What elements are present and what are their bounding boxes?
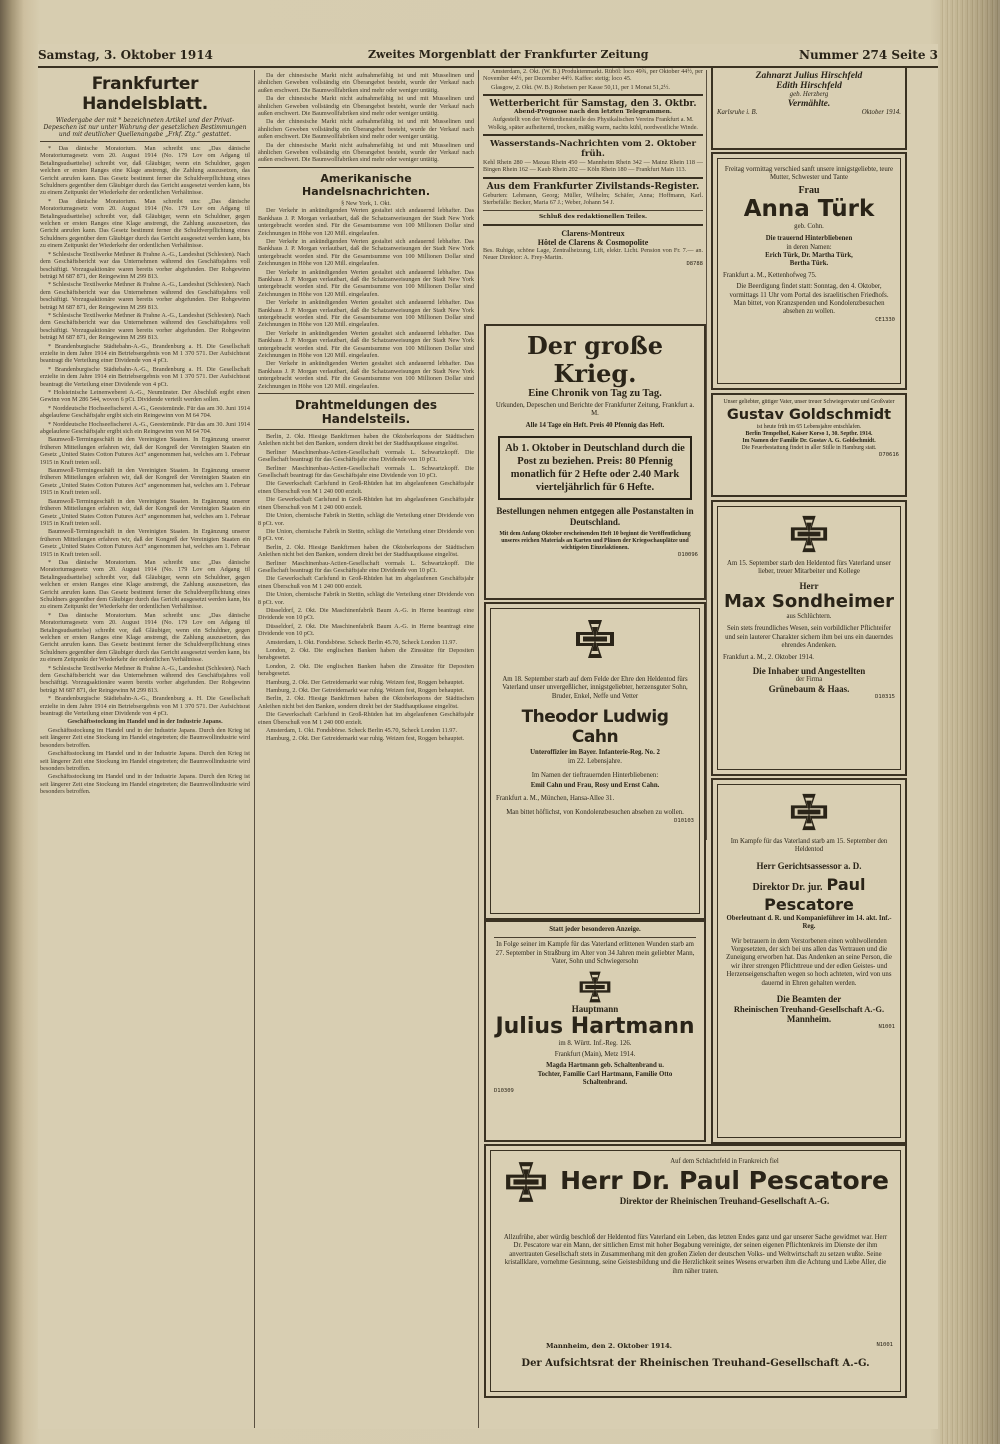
- pescatore-code: N1001: [878, 1024, 895, 1031]
- article: * Das dänische Moratorium. Man schreibt uns: „Das dänische Moratoriumsgesetz vom 20. August 1914 (No. 179 Lov om Adgang til Betalingsudsættelse) schreibt vor, daß Gläubiger, wenn ein Schuldner, gegen welchen er ersten Ranges eine Klage anstrengt, die Zahlung auszusetzen, das Gericht anrufen kann. Das Gesetz bestimmt ferner die Schuldverpflichtung eines Schuldners gegenüber dem Gläubiger durch das Gericht ausgesetzt werden kann, bis zu einem Zeitpunkt der Wiederkehr der ordentlichen Verhältnisse.: [40, 611, 250, 664]
- sondheimer-herr: Herr: [799, 580, 819, 591]
- pescatore-staff-obituary: [711, 778, 907, 1144]
- iron-cross-icon: [789, 514, 829, 554]
- hartmann-unit: im 8. Württ. Inf.-Reg. 126.: [558, 1039, 632, 1047]
- board-code: N1001: [876, 1342, 893, 1348]
- article: Baumwoll-Termingeschäft in den Vereinigten Staaten. In Ergänzung unserer früheren Mitteilungen erfahren wir, daß der Kongreß der Vereinigten Staaten ein Gesetz „United States Cotton Futures Act“ angenommen hat, welches am 1. Februar 1915 in Kraft treten soll.: [40, 467, 250, 497]
- wire-item: Berlin, 2. Okt. Hiesige Bankfirmen haben die Oktoberkupons der Städtischen Anleihen nicht bei den Banken, sondern direkt bei der Stadthauptkasse eingelöst.: [258, 695, 474, 710]
- editorial-end: Schluß des redaktionellen Teiles.: [538, 213, 648, 220]
- goldschmidt-intro: Unser geliebter, gütiger Vater, unser treuer Schwiegervater und Großvater: [723, 399, 895, 405]
- article: * Das dänische Moratorium. Man schreibt uns: „Das dänische Moratoriumsgesetz vom 20. August 1914 (No. 179 Lov om Adgang til Betalingsudsættelse) schreibt vor, daß Gläubiger, wenn ein Schuldner, gegen welchen er ersten Ranges eine Klage anstrengt, die Zahlung auszusetzen, das Gericht anrufen kann. Das Gesetz bestimmt ferner die Schuldverpflichtung eines Schuldners gegenüber dem Gläubiger durch das Gericht ausgesetzt werden kann, bis zu einem Zeitpunkt der Wiederkehr der ordentlichen Verhältnisse.: [40, 145, 250, 197]
- tuerk-frau: Frau: [798, 184, 820, 196]
- goldschmidt-obituary: [711, 393, 907, 497]
- handelsblatt-articles: [40, 145, 250, 796]
- clarens-title: Clarens-Montreux: [561, 228, 625, 238]
- clarens-hotel: Hôtel de Clarens & Cosmopolite: [537, 237, 649, 247]
- article-heading: Geschäftsstockung im Handel und in der Industrie Japans.: [67, 718, 223, 726]
- sondheimer-place: Frankfurt a. M., 2. Oktober 1914.: [723, 654, 814, 662]
- hartmann-name: Julius Hartmann: [495, 1013, 695, 1039]
- wire-item: Hamburg, 2. Okt. Der Getreidemarkt war ruhig. Weizen fest, Roggen behauptet.: [266, 687, 465, 695]
- goldschmidt-funeral: Die Feuerbestattung findet in aller Stille in Hamburg statt.: [741, 445, 877, 451]
- tuerk-born: geb. Cohn.: [794, 222, 824, 230]
- hartmann-intro: In Folge seiner im Kampfe für das Vaterland erlittenen Wunden starb am 27. September in Straßburg im Alter von 34 Jahren mein geliebter Mann, Vater, Sohn und Schwiegersohn: [495, 941, 695, 966]
- pescatore-text: Wir betrauern in dem Verstorbenen einen wohlwollenden Vorgesetzten, der sich bei uns allen das Vertrauen und die Zuneigung erworben hat. Das Andenken an seine Person, die wir ihrer strengen Pflichttreue und der edlen Geistes- und Herzenseigenschaften wegen so hoch achteten, wird von uns dauernd in Ehren gehalten werden.: [726, 937, 892, 987]
- wire-item: Amsterdam, 1. Okt. Fondsbörse. Scheck Berlin 45.70, Scheck London 11.97.: [266, 727, 458, 735]
- pescatore-intro: Im Kampfe für das Vaterland starb am 15. September den Heldentod: [730, 838, 888, 854]
- masthead-issue: Nummer 274 Seite 3: [798, 48, 938, 62]
- hartmann-place: Frankfurt (Main), Metz 1914.: [554, 1051, 636, 1059]
- krieg-title: Der große Krieg.: [526, 331, 664, 388]
- water-text: Kehl Rhein 280 — Maxau Rhein 450 — Mannheim Rhein 342 — Mainz Rhein 118 — Bingen Rhein 162 — Kaub Rhein 202 — Köln Rhein 180 — Frankfurt Main 113.: [483, 159, 703, 174]
- page-masthead: [38, 46, 938, 68]
- krieg-code: D10096: [678, 552, 698, 559]
- article: * Brandenburgische Städtebahn-A.-G., Brandenburg a. H. Die Gesellschaft erzielte in dem Jahre 1914 ein Betriebsergebnis von M 1 370 571. Der Aufsichtsrat beantragt die Verteilung einer Dividende von 4 pCt.: [40, 342, 250, 365]
- wire-item: London, 2. Okt. Die englischen Banken haben die Zinssätze für Depositen herabgesetzt.: [258, 647, 474, 662]
- krieg-orders: Bestellungen nehmen entgegen alle Postanstalten in Deutschland.: [496, 506, 694, 528]
- cahn-age: im 22. Lebensjahre.: [568, 757, 622, 765]
- cahn-place: Frankfurt a. M., München, Hansa-Allee 31.: [496, 794, 615, 802]
- sondheimer-code: D10315: [875, 694, 895, 701]
- hirschfeld-date: Oktober 1914.: [861, 109, 901, 117]
- sondheimer-sign1: Die Inhaber und Angestellten: [752, 665, 866, 676]
- wire-item: Die Gewerkschaft Carlsfund in Groß-Rhüden hat im abgelaufenen Geschäftsjahr einen Überschuß von M 1 240 000 erzielt.: [258, 711, 474, 726]
- article: Baumwoll-Termingeschäft in den Vereinigten Staaten. In Ergänzung unserer früheren Mitteilungen erfahren wir, daß der Kongreß der Vereinigten Staaten ein Gesetz „United States Cotton Futures Act“ angenommen hat, welches am 1. Februar 1915 in Kraft treten soll.: [40, 497, 250, 527]
- american-dateline: § New York, 1. Okt.: [341, 199, 391, 207]
- wire-item: Berliner Maschinenbau-Actien-Gesellschaft vormals L. Schwartzkopff. Die Gesellschaft beantragt für das Geschäftsjahr eine Dividende von 10 pCt.: [258, 559, 474, 574]
- iron-cross-icon: [789, 792, 829, 832]
- cahn-rank: Unteroffizier im Bayer. Infanterie-Reg. No. 2: [530, 749, 660, 757]
- wire-item: Die Union, chemische Fabrik in Stettin, schlägt die Verteilung einer Dividende von 8 pCt. vor.: [258, 591, 474, 606]
- american-text: Der Verkehr in ankündigenden Werten gestaltet sich andauernd lebhafter. Das Bankhaus J. P. Morgan verlautbart, daß die Schatzanweisungen der Stadt New York untergebracht worden sind. Für die Gesamtsumme von 100 Millionen Dollar sind Zeichnungen in Höhe von 120 Mill. eingelaufen.: [258, 329, 474, 359]
- sondheimer-from: aus Schlüchtern.: [786, 612, 832, 620]
- clarens-text: Bes. Ruhige, schöne Lage, Zentralheizung, Lift, elektr. Licht. Pension von Fr. 7.— an. Neuer Direktor: A. Frey-Martin.: [483, 246, 703, 262]
- hirschfeld-bride: Edith Hirschfeld: [776, 81, 842, 91]
- goldschmidt-name: Gustav Goldschmidt: [726, 407, 892, 423]
- tuerk-mourners: Erich Türk, Dr. Martha Türk, Bertha Türk.: [765, 252, 853, 268]
- hirschfeld-born: geb. Herzberg: [789, 91, 829, 98]
- article: Geschäftsstockung im Handel und in der Industrie Japans. Durch den Krieg ist seit längerer Zeit eine Stockung im Handel eingetreten; die Baumwollindustrie wird besonders betroffen.: [40, 773, 250, 796]
- intro-text: Da der chinesische Markt nicht aufnahmefähig ist und mit Musselinen und ähnlichen Geweben vollständig ein Überangebot besteht, wurde der Verkauf nach außen erschwert. Die Baumwollfabriken sind mehr oder weniger untätig.: [258, 118, 474, 141]
- cahn-intro: Am 18. September starb auf dem Felde der Ehre den Heldentod fürs Vaterland unser unvergeßlicher, innigstgeliebter, herzensguter Sohn, Bruder, Enkel, Neffe und Vetter: [502, 676, 688, 700]
- goldschmidt-sign: Im Namen der Familie Dr. Gustav A. G. Goldschmidt.: [742, 438, 876, 444]
- tuerk-code: CE1330: [875, 316, 895, 323]
- krieg-subtitle: Eine Chronik von Tag zu Tag.: [528, 388, 662, 399]
- wire-item: Berlin, 2. Okt. Hiesige Bankfirmen haben die Oktoberkupons der Städtischen Anleihen nicht bei den Banken, sondern direkt bei der Stadthauptkasse eingelöst.: [258, 543, 474, 559]
- wire-item: Berliner Maschinenbau-Actien-Gesellschaft vormals L. Schwartzkopff. Die Gesellschaft beantragt für das Geschäftsjahr eine Dividende von 10 pCt.: [258, 464, 474, 480]
- wire-item: Hamburg, 2. Okt. Der Getreidemarkt war ruhig. Weizen fest, Roggen behauptet.: [266, 735, 465, 743]
- pescatore-name-prefix: Direktor Dr. jur.: [752, 881, 823, 893]
- sondheimer-sign3: Grünebaum & Haas.: [768, 684, 850, 695]
- page-edge: [940, 0, 1000, 1444]
- american-text: Der Verkehr in ankündigenden Werten gestaltet sich andauernd lebhafter. Das Bankhaus J. P. Morgan verlautbart, daß die Schatzanweisungen der Stadt New York untergebracht worden sind. Für die Gesamtsumme von 100 Millionen Dollar sind Zeichnungen in Höhe von 120 Mill. eingelaufen.: [258, 360, 474, 390]
- board-name: Herr Dr. Paul Pescatore: [560, 1166, 889, 1196]
- pescatore-sign2: Rheinischen Treuhand-Gesellschaft A.-G.: [733, 1004, 885, 1015]
- goldschmidt-code: D70616: [879, 452, 899, 458]
- goldschmidt-text: ist heute früh im 65 Lebensjahre entschlafen.: [756, 424, 862, 430]
- sondheimer-text: Sein stets freundliches Wesen, sein vorbildlicher Pflichteifer und sein lauterer Charakter sichern ihm bei uns ein dauerndes ehrendes Andenken.: [725, 625, 893, 650]
- article: Baumwoll-Termingeschäft in den Vereinigten Staaten. In Ergänzung unserer früheren Mitteilungen erfahren wir, daß der Kongreß der Vereinigten Staaten ein Gesetz „United States Cotton Futures Act“ angenommen hat, welches am 1. Februar 1915 in Kraft treten soll.: [40, 436, 250, 466]
- sondheimer-obituary: [711, 500, 907, 776]
- register-text: Geburten: Lehmann, Georg; Müller, Wilhelm; Schäfer, Anna; Hoffmann, Karl. Sterbefälle: Becker, Maria 67 J.; Weber, Johann 54 J.: [483, 191, 703, 207]
- pescatore-rank: Oberleutnant d. R. und Kompanieführer im 14. akt. Inf.-Reg.: [726, 914, 892, 931]
- krieg-subscription-box: Ab 1. Oktober in Deutschland durch die Post zu beziehen. Preis: 80 Pfennig monatlich für 2 Hefte oder 2.40 Mark vierteljährlich für 6 Hefte.: [498, 436, 692, 500]
- wire-item: Berlin, 2. Okt. Hiesige Bankfirmen haben die Oktoberkupons der Städtischen Anleihen nicht bei den Banken, sondern direkt bei der Stadthauptkasse eingelöst.: [258, 433, 474, 448]
- hirschfeld-wedding-notice: [711, 66, 907, 150]
- article: * Schlesische Textilwerke Methner & Frahne A.-G., Landeshut (Schlesien). Nach dem Geschäftsbericht war das Unternehmen während des Geschäftsjahres voll beschäftigt. Vorzugsaktionäre waren bereits vorher abgefunden. Der Rohgewinn beträgt M 687 871, der Reingewinn M 299 813.: [40, 664, 250, 694]
- iron-cross-icon: [504, 1160, 548, 1204]
- wire-item: Düsseldorf, 2. Okt. Die Maschinenfabrik Baum A.-G. in Herne beantragt eine Dividende von 10 pCt.: [258, 622, 474, 638]
- amsterdam-report: Amsterdam, 2. Okt. (W. B.) Produktenmarkt. Rüböl: loco 49¾, per Oktober 44½, per November 44½, per Dezember 44½. Kaffee: stetig; loco 45.: [483, 68, 703, 83]
- register-heading: Aus dem Frankfurter Zivilstands-Register.: [486, 181, 700, 192]
- hartmann-code: D10309: [494, 1087, 514, 1094]
- article: * Brandenburgische Städtebahn-A.-G., Brandenburg a. H. Die Gesellschaft erzielte in dem Jahre 1914 ein Betriebsergebnis von M 1 370 571. Der Aufsichtsrat beantragt die Verteilung einer Dividende von 4 pCt.: [40, 695, 250, 718]
- hartmann-obituary: [484, 920, 706, 1142]
- tuerk-obituary: [711, 152, 907, 390]
- tuerk-intro: Freitag vormittag verschied sanft unsere innigstgeliebte, teure Mutter, Schwester und Tante: [724, 166, 894, 182]
- weather-heading: Wetterbericht für Samstag, den 3. Oktbr.: [489, 99, 697, 110]
- masthead-paper: Zweites Morgenblatt der Frankfurter Zeitung: [368, 48, 649, 61]
- american-news-heading: Amerikanische Handelsnachrichten.: [302, 171, 430, 198]
- column-rule: [478, 70, 479, 1428]
- wire-item: Die Gewerkschaft Carlsfund in Groß-Rhüden hat im abgelaufenen Geschäftsjahr einen Überschuß von M 1 240 000 erzielt.: [258, 575, 474, 590]
- article: Baumwoll-Termingeschäft in den Vereinigten Staaten. In Ergänzung unserer früheren Mitteilungen erfahren wir, daß der Kongreß der Vereinigten Staaten ein Gesetz „United States Cotton Futures Act“ angenommen hat, welches am 1. Februar 1915 in Kraft treten soll.: [40, 528, 250, 558]
- article: * Das dänische Moratorium. Man schreibt uns: „Das dänische Moratoriumsgesetz vom 20. August 1914 (No. 179 Lov om Adgang til Betalingsudsættelse) schreibt vor, daß Gläubiger, wenn ein Schuldner, gegen welchen er ersten Ranges eine Klage anstrengt, die Zahlung auszusetzen, das Gericht anrufen kann. Das Gesetz bestimmt ferner die Schuldverpflichtung eines Schuldners gegenüber dem Gläubiger durch das Gericht ausgesetzt werden kann, bis zu einem Zeitpunkt der Wiederkehr der ordentlichen Verhältnisse.: [40, 197, 250, 250]
- clarens-code: D8788: [686, 261, 703, 268]
- cahn-code: D10103: [674, 817, 694, 824]
- handelsblatt-subtitle: Wiedergabe der mit * bezeichneten Artikel und der Privat-Depeschen ist nur unter Wahrung der gesetzlichen Bestimmungen und mit deutlicher Quellenangabe „Frkf. Ztg.“ gestattet.: [43, 117, 247, 138]
- krieg-price: Alle 14 Tage ein Heft. Preis 40 Pfennig das Heft.: [525, 421, 665, 429]
- article: Geschäftsstockung im Handel und in der Industrie Japans. Durch den Krieg ist seit längerer Zeit eine Stockung im Handel eingetreten; die Baumwollindustrie wird besonders betroffen.: [40, 750, 250, 772]
- cahn-name: Theodor Ludwig Cahn: [521, 707, 669, 748]
- american-text: Der Verkehr in ankündigenden Werten gestaltet sich andauernd lebhafter. Das Bankhaus J. P. Morgan verlautbart, daß die Schatzanweisungen der Stadt New York untergebracht worden sind. Für die Gesamtsumme von 100 Millionen Dollar sind Zeichnungen in Höhe von 120 Mill. eingelaufen.: [258, 207, 474, 237]
- weather-subheading: Abend-Prognose nach den letzten Telegrammen.: [514, 109, 672, 116]
- wire-item: Die Union, chemische Fabrik in Stettin, schlägt die Verteilung einer Dividende von 8 pCt. vor.: [258, 512, 474, 527]
- board-text: Allzufrühe, aber würdig beschloß der Heldentod fürs Vaterland ein Leben, das letzten Endes ganz und gar unserer Sache gewidmet war. Herr Dr. Pescatore war ein Mann, der sittlichen Ernst mit hoher Begabung vereinigte, der seinen eigenen Pflichtenkreis im Dienste der ihm anvertrauten Gesellschaft stets in Zusammenhang mit den großen Zielen der deutschen Volks- und Weltwirtschaft zu setzen wußte. Seine kristallklare, vornehme Gesinnung, seine Geistesbildung und die Herzlichkeit seines Wesens erwarben ihm die Achtung und Liebe Aller, die ihm näher traten.: [503, 1234, 888, 1275]
- hirschfeld-groom: Zahnarzt Julius Hirschfeld: [755, 71, 863, 81]
- wire-item: Amsterdam, 1. Okt. Fondsbörse. Scheck Berlin 45.70, Scheck London 11.97.: [266, 638, 458, 646]
- pescatore-sign3: Mannheim.: [786, 1014, 832, 1025]
- wire-item: London, 2. Okt. Die englischen Banken haben die Zinssätze für Depositen herabgesetzt.: [258, 662, 474, 678]
- news-column: [258, 72, 474, 1427]
- tuerk-mourners-sub: in deren Namen:: [786, 243, 832, 251]
- masthead-date: Samstag, 3. Oktober 1914: [38, 48, 213, 62]
- wire-item: Die Gewerkschaft Carlsfund in Groß-Rhüden hat im abgelaufenen Geschäftsjahr einen Überschuß von M 1 240 000 erzielt.: [258, 480, 474, 495]
- article: * Brandenburgische Städtebahn-A.-G., Brandenburg a. H. Die Gesellschaft erzielte in dem Jahre 1914 ein Betriebsergebnis von M 1 370 571. Der Aufsichtsrat beantragt die Verteilung einer Dividende von 4 pCt.: [40, 365, 250, 388]
- article: * Schlesische Textilwerke Methner & Frahne A.-G., Landeshut (Schlesien). Nach dem Geschäftsbericht war das Unternehmen während des Geschäftsjahres voll beschäftigt. Vorzugsaktionäre waren bereits vorher abgefunden. Der Rohgewinn beträgt M 687 871, der Reingewinn M 299 813.: [40, 281, 250, 311]
- wire-item: Die Gewerkschaft Carlsfund in Groß-Rhüden hat im abgelaufenen Geschäftsjahr einen Überschuß von M 1 240 000 erzielt.: [258, 496, 474, 511]
- water-heading: Wasserstands-Nachrichten vom 2. Oktober früh.: [490, 139, 696, 160]
- column-rule: [706, 70, 707, 840]
- board-place: Mannheim, den 2. Oktober 1914.: [546, 1342, 673, 1350]
- intro-text: Da der chinesische Markt nicht aufnahmefähig ist und mit Musselinen und ähnlichen Geweben vollständig ein Überangebot besteht, wurde der Verkauf nach außen erschwert. Die Baumwollfabriken sind mehr oder weniger untätig.: [258, 95, 474, 118]
- hirschfeld-status: Vermählte.: [787, 99, 831, 110]
- pescatore-sign1: Die Beamten der: [776, 994, 842, 1005]
- tuerk-place: Frankfurt a. M., Kettenhofweg 75.: [723, 271, 817, 279]
- wire-item: Die Union, chemische Fabrik in Stettin, schlägt die Verteilung einer Dividende von 8 pCt. vor.: [258, 527, 474, 543]
- hartmann-rank: Hauptmann: [571, 1003, 619, 1014]
- cahn-mourners: Emil Cahn und Frau, Rosy und Ernst Cahn.: [530, 782, 660, 790]
- board-intro: Auf dem Schlachtfeld in Frankreich fiel: [670, 1158, 779, 1165]
- american-text: Der Verkehr in ankündigenden Werten gestaltet sich andauernd lebhafter. Das Bankhaus J. P. Morgan verlautbart, daß die Schatzanweisungen der Stadt New York untergebracht worden sind. Für die Gesamtsumme von 100 Millionen Dollar sind Zeichnungen in Höhe von 120 Mill. eingelaufen.: [258, 299, 474, 329]
- clarens-ad: [483, 229, 703, 268]
- iron-cross-icon: [574, 618, 616, 660]
- board-sign: Der Aufsichtsrat der Rheinischen Treuhand-Gesellschaft A.-G.: [521, 1358, 870, 1369]
- article: * Schlesische Textilwerke Methner & Frahne A.-G., Landeshut (Schlesien). Nach dem Geschäftsbericht war das Unternehmen während des Geschäftsjahres voll beschäftigt. Vorzugsaktionäre waren bereits vorher abgefunden. Der Rohgewinn beträgt M 687 871, der Reingewinn M 299 813.: [40, 250, 250, 280]
- cahn-mourners-intro: Im Namen der tieftrauernden Hinterbliebenen:: [531, 772, 659, 780]
- pescatore-board-obituary: [484, 1144, 907, 1398]
- tuerk-note: Man bittet, von Kranzspenden und Kondolenzbesuchen absehen zu wollen.: [733, 300, 885, 316]
- krieg-description: Urkunden, Depeschen und Berichte der Frankfurter Zeitung, Frankfurt a. M.: [495, 402, 695, 418]
- article: * Schlesische Textilwerke Methner & Frahne A.-G., Landeshut (Schlesien). Nach dem Geschäftsbericht war das Unternehmen während des Geschäftsjahres voll beschäftigt. Vorzugsaktionäre waren bereits vorher abgefunden. Der Rohgewinn beträgt M 687 871, der Reingewinn M 299 813.: [40, 311, 250, 342]
- column-rule: [254, 70, 255, 1428]
- hartmann-mourners: Magda Hartmann geb. Schaltenbrand u. Tochter, Familie Carl Hartmann, Familie Otto Schaltenbrand.: [537, 1062, 673, 1087]
- weather-text: Aufgestellt von der Wetterdienststelle des Physikalischen Vereins Frankfurt a. M. Wolkig, später aufheiternd, trocken, mäßig warm, nachts kühl, nordwestliche Winde.: [488, 116, 698, 131]
- cahn-obituary: [484, 602, 706, 920]
- article: * Das dänische Moratorium. Man schreibt uns: „Das dänische Moratoriumsgesetz vom 20. August 1914 (No. 179 Lov om Adgang til Betalingsudsættelse) schreibt vor, daß Gläubiger, wenn ein Schuldner, gegen welchen er ersten Ranges eine Klage anstrengt, die Zahlung auszusetzen, das Gericht anrufen kann. Das Gesetz bestimmt ferner die Schuldverpflichtung eines Schuldners gegenüber dem Gläubiger durch das Gericht ausgesetzt werden kann, bis zu einem Zeitpunkt der Wiederkehr der ordentlichen Verhältnisse.: [40, 558, 250, 611]
- wire-item: Düsseldorf, 2. Okt. Die Maschinenfabrik Baum A.-G. in Herne beantragt eine Dividende von 10 pCt.: [258, 606, 474, 622]
- american-text: Der Verkehr in ankündigenden Werten gestaltet sich andauernd lebhafter. Das Bankhaus J. P. Morgan verlautbart, daß die Schatzanweisungen der Stadt New York untergebracht worden sind. Für die Gesamtsumme von 100 Millionen Dollar sind Zeichnungen in Höhe von 120 Mill. eingelaufen.: [258, 268, 474, 298]
- tuerk-name: Anna Türk: [743, 195, 875, 222]
- cahn-note: Man bittet höflichst, von Kondolenzbesuchen absehen zu wollen.: [506, 809, 684, 817]
- hirschfeld-place: Karlsruhe i. B.: [717, 109, 758, 117]
- wire-news-heading: Drahtmeldungen des Handelsteils.: [294, 398, 437, 427]
- article: Geschäftsstockung im Handel und in der Industrie Japans. Durch den Krieg ist seit längerer Zeit eine Stockung im Handel eingetreten; die Baumwollindustrie wird besonders betroffen.: [40, 726, 250, 749]
- article: * Holsteinische Leinenweberei A.-G., Neumünster. Der Abschluß ergibt einen Gewinn von M 286 544, wovon 6 pCt. Dividende verteilt werden sollen.: [40, 389, 250, 404]
- sondheimer-intro: Am 15. September starb den Heldentod fürs Vaterland unser lieber, treuer Mitarbeiter und Kollege: [727, 560, 891, 576]
- goldschmidt-place: Berlin Tempelhof, Kaiser Korso 1, 30. Septbr. 1914.: [745, 431, 873, 437]
- sondheimer-name: Max Sondheimer: [724, 590, 894, 612]
- wire-item: Berliner Maschinenbau-Actien-Gesellschaft vormals L. Schwartzkopff. Die Gesellschaft beantragt für das Geschäftsjahr eine Dividende von 10 pCt.: [258, 448, 474, 464]
- article: * Norddeutsche Hochseefischerei A.-G., Geestemünde. Für das am 30. Juni 1914 abgelaufene Geschäftsjahr ergibt sich ein Reingewinn von M 64 704.: [40, 420, 250, 436]
- board-title: Direktor der Rheinischen Treuhand-Gesellschaft A.-G.: [619, 1196, 830, 1207]
- pescatore-name: Paul Pescatore: [764, 874, 866, 914]
- intro-text: Da der chinesische Markt nicht aufnahmefähig ist und mit Musselinen und ähnlichen Geweben vollständig ein Überangebot besteht, wurde der Verkauf nach außen erschwert. Die Baumwollfabriken sind mehr oder weniger untätig.: [258, 72, 474, 94]
- intro-text: Da der chinesische Markt nicht aufnahmefähig ist und mit Musselinen und ähnlichen Geweben vollständig ein Überangebot besteht, wurde der Verkauf nach außen erschwert. Die Baumwollfabriken sind mehr oder weniger untätig.: [258, 141, 474, 164]
- handelsblatt-column: [40, 72, 250, 1427]
- handelsblatt-title: Frankfurter Handelsblatt.: [82, 74, 208, 114]
- krieg-ad: [484, 324, 706, 600]
- krieg-note: Mit dem Anfang Oktober erscheinenden Heft 10 beginnt die Veröffentlichung unseres reichen Materials an Karten und Plänen der Kriegsschauplätze und wichtigsten Einzelaktionen.: [499, 531, 691, 552]
- hartmann-header: Statt jeder besonderen Anzeige.: [549, 926, 641, 933]
- wire-item: Hamburg, 2. Okt. Der Getreidemarkt war ruhig. Weizen fest, Roggen behauptet.: [266, 678, 465, 686]
- american-text: Der Verkehr in ankündigenden Werten gestaltet sich andauernd lebhafter. Das Bankhaus J. P. Morgan verlautbart, daß die Schatzanweisungen der Stadt New York untergebracht worden sind. Für die Gesamtsumme von 100 Millionen Dollar sind Zeichnungen in Höhe von 120 Mill. eingelaufen.: [258, 237, 474, 268]
- article: * Norddeutsche Hochseefischerei A.-G., Geestemünde. Für das am 30. Juni 1914 abgelaufene Geschäftsjahr ergibt sich ein Reingewinn von M 64 704.: [40, 404, 250, 420]
- pescatore-herr: Herr Gerichtsassessor a. D.: [756, 860, 862, 871]
- sondheimer-sign2: der Firma: [795, 675, 823, 683]
- tuerk-mourners-head: Die trauernd Hinterbliebenen: [765, 235, 853, 243]
- tuerk-funeral: Die Beerdigung findet statt: Sonntag, den 4. Oktober, vormittags 11 Uhr vom Portal des israelitischen Friedhofs.: [729, 283, 889, 299]
- glasgow-report: Glasgow, 2. Okt. (W. B.) Roheisen per Kasse 50,11, per 1 Monat 51,2½.: [491, 83, 670, 91]
- iron-cross-icon: [578, 970, 612, 1004]
